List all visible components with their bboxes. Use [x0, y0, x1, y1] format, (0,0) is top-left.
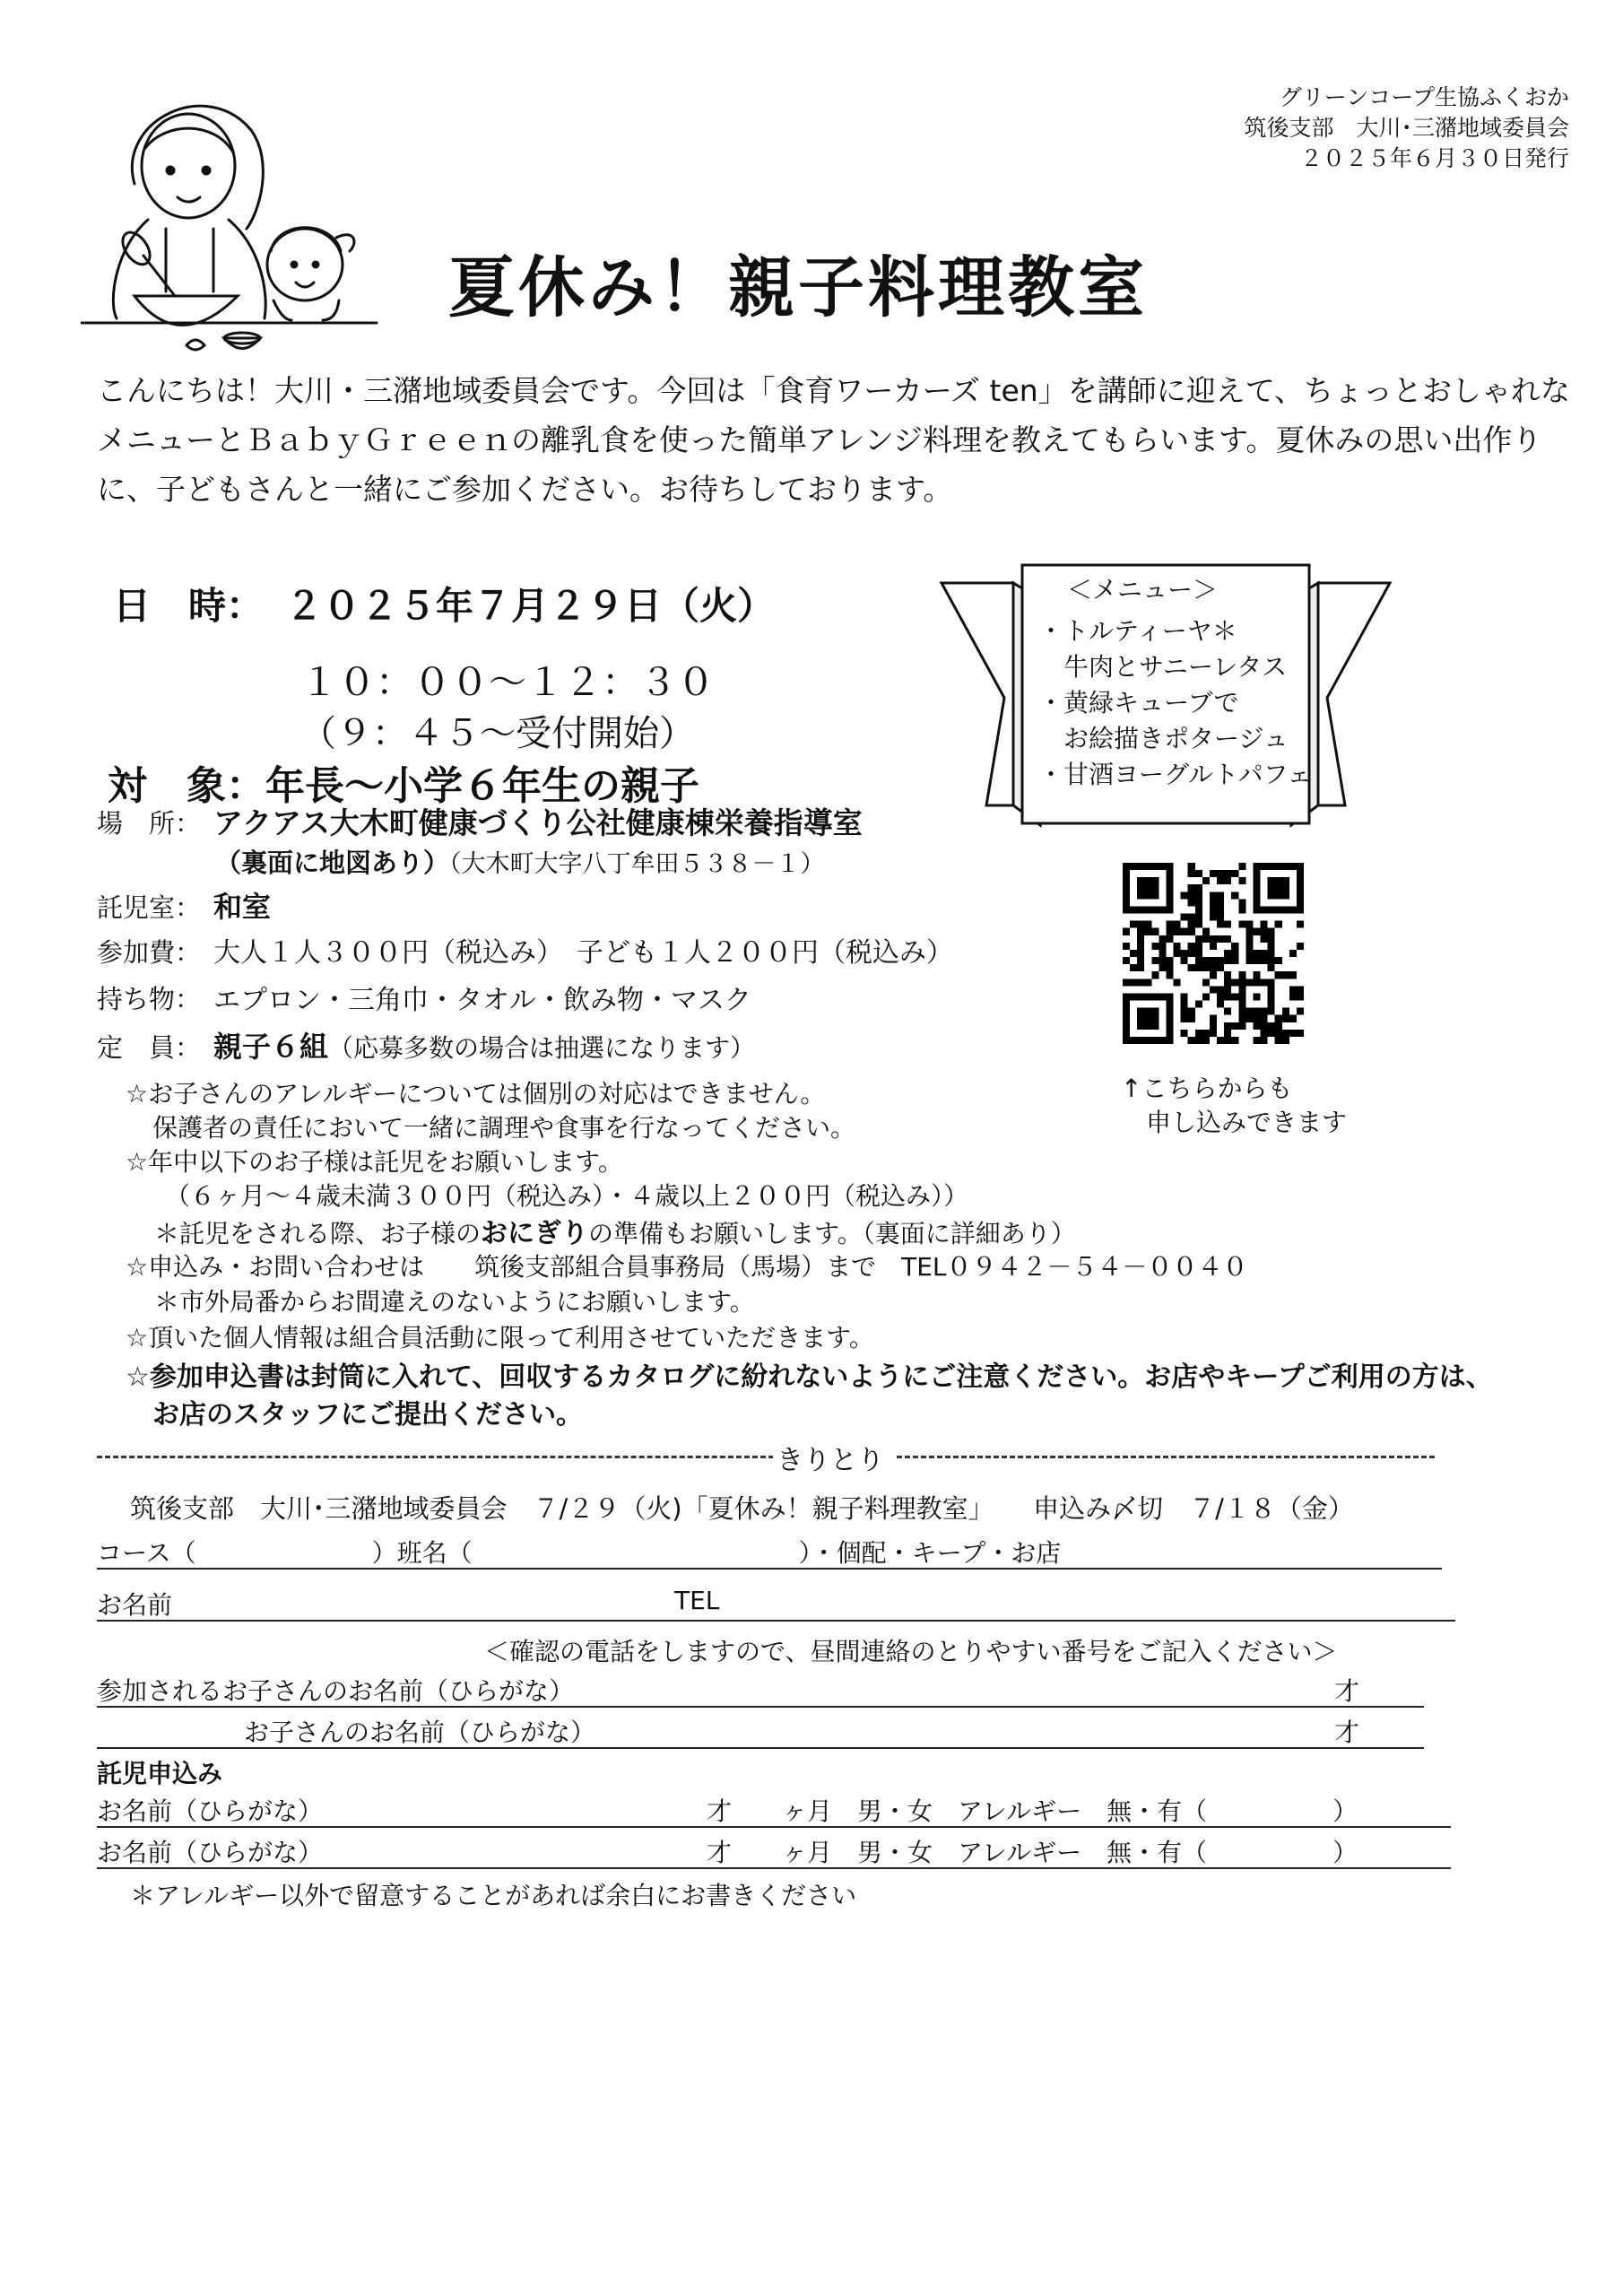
- venue-label: 場 所：: [97, 808, 202, 839]
- menu-line-2: 牛肉とサニーレタス: [1038, 652, 1288, 682]
- cc-detail-1: 才 ヶ月 男・女 アレルギー 無・有（ ）: [707, 1796, 1358, 1826]
- child-age-2: 才: [1334, 1718, 1360, 1747]
- cc-detail-2: 才 ヶ月 男・女 アレルギー 無・有（ ）: [707, 1838, 1358, 1867]
- capacity-label: 定 員：: [97, 1032, 202, 1063]
- note-childcare-2: （６ヶ月～４歳未満３００円（税込み）・４歳以上２００円（税込み））: [165, 1181, 969, 1211]
- venue-address-row: [215, 843, 825, 880]
- note-submission-1: ☆参加申込書は封筒に入れて、回収するカタログに紛れないようにご注意ください。お店やキープご利用の方は、: [126, 1361, 1493, 1393]
- child-name-label-2: お子さんのお名前（ひらがな）: [244, 1718, 596, 1747]
- target-audience: 対 象：年長～小学６年生の親子: [108, 763, 699, 809]
- event-time: １０：００～１２：３０: [300, 660, 716, 704]
- note-submission-2: お店のスタッフにご提出ください。: [152, 1399, 583, 1431]
- branch-name: 筑後支部 大川･三潴地域委員会: [1244, 115, 1569, 141]
- note-area-code: ＊市外局番からお間違えのないようにお願いします。: [154, 1287, 755, 1317]
- note-allergy-1: ☆お子さんのアレルギーについては個別の対応はできません。: [126, 1079, 826, 1109]
- cut-line-left: [97, 1456, 774, 1458]
- venue-name: アクアス大木町健康づくり公社健康棟栄養指導室: [213, 805, 863, 840]
- childcare-label: 託児室：: [97, 892, 202, 923]
- confirm-note: ＜確認の電話をしますので、昼間連絡のとりやすい番号をご記入ください＞: [484, 1637, 1338, 1666]
- reception-time: （９：４５～受付開始）: [300, 713, 695, 754]
- qr-caption-1: ↑こちらからも: [1121, 1074, 1293, 1103]
- capacity-note: （応募多数の場合は抽選になります）: [328, 1033, 756, 1063]
- menu-line-5: ・甘酒ヨーグルトパフェ: [1038, 760, 1313, 789]
- note-childcare-1: ☆年中以下のお子様は託児をお願いします。: [126, 1147, 623, 1177]
- qr-code[interactable]: [1123, 863, 1304, 1044]
- menu-line-3: ・黄緑キューブで: [1038, 688, 1239, 718]
- cc-name-label-2: お名前（ひらがな）: [97, 1838, 324, 1867]
- org-name: グリーンコープ生協ふくおか: [1279, 84, 1569, 110]
- note-onigiri: おにぎり: [481, 1218, 589, 1249]
- form-header: 筑後支部 大川･三潴地域委員会 ７/２９（火)「夏休み！親子料理教室」 申込み〆切 ７/１８（金）: [130, 1493, 1354, 1524]
- intro-paragraph: こんにちは！大川・三潴地域委員会です。今回は「食育ワーカーズ ten」を講師に迎えて、ちょっとおしゃれなメニューとＢａｂｙＧｒｅｅｎの離乳食を使った簡単アレンジ料理を教えてもらいます。夏休みの思い出作りに、子どもさんと一緒にご参加ください。お待ちしております。: [97, 373, 1571, 507]
- child-age-1: 才: [1334, 1676, 1360, 1706]
- child-underline-1[interactable]: [97, 1706, 1424, 1708]
- mother-child-cooking-illustration: [81, 85, 404, 372]
- form-footnote: ＊アレルギー以外で留意することがあれば余白にお書きください: [130, 1881, 857, 1910]
- items-value: エプロン・三角巾・タオル・飲み物・マスク: [213, 985, 751, 1016]
- fee-value: 大人１人３００円（税込み） 子ども１人２００円（税込み）: [213, 937, 953, 969]
- note-allergy-2: 保護者の責任において一緒に調理や食事を行なってください。: [152, 1113, 856, 1143]
- fee-label: 参加費：: [97, 937, 202, 968]
- childcare-room: 和室: [213, 890, 272, 924]
- page-title: 夏休み！親子料理教室: [448, 249, 1148, 326]
- capacity-row: [213, 1024, 755, 1065]
- qr-caption-2: 申し込みできます: [1121, 1108, 1348, 1137]
- cc-name-label-1: お名前（ひらがな）: [97, 1796, 324, 1826]
- menu-line-4: お絵描きポタージュ: [1038, 724, 1289, 753]
- event-date: ２０２５年７月２９日（火）: [285, 584, 776, 628]
- cut-line-right: [897, 1456, 1435, 1458]
- capacity-value: 親子６組: [213, 1030, 329, 1064]
- note-onigiri-pre: ＊託児をされる際、お子様の: [154, 1219, 482, 1248]
- note-contact: ☆申込み・お問い合わせは 筑後支部組合員事務局（馬場）まで TEL０９４２－５４－００４０: [126, 1252, 1248, 1282]
- note-onigiri-post: の準備もお願いします。（裏面に詳細あり）: [588, 1219, 1076, 1248]
- cc-underline-2[interactable]: [97, 1867, 1451, 1869]
- child-underline-2[interactable]: [97, 1747, 1424, 1749]
- childcare-form-title: 託児申込み: [97, 1759, 223, 1788]
- course-field[interactable]: コース（ ）班名（ ）・個配・キープ・お店: [97, 1538, 1062, 1568]
- venue-map-note: （裏面に地図あり）: [215, 848, 450, 878]
- date-label: 日 時：: [113, 584, 265, 628]
- issue-date: ２０２５年６月３０日発行: [1299, 145, 1569, 171]
- venue-address: （大木町大字八丁牟田５３８－１）: [449, 850, 825, 878]
- note-privacy: ☆頂いた個人情報は組合員活動に限って利用させていただきます。: [126, 1323, 874, 1352]
- child-name-label-1: 参加されるお子さんのお名前（ひらがな）: [97, 1676, 575, 1706]
- cc-underline-1[interactable]: [97, 1826, 1451, 1828]
- menu-line-1: ・トルティーヤ＊: [1038, 616, 1237, 646]
- name-tel-underline[interactable]: [97, 1620, 1455, 1622]
- name-label: お名前: [97, 1590, 173, 1620]
- tel-label: TEL: [674, 1586, 720, 1615]
- items-label: 持ち物：: [97, 984, 202, 1014]
- note-childcare-3: [154, 1211, 1076, 1250]
- menu-heading: ＜メニュー＞: [1067, 575, 1219, 604]
- cut-label: きりとり: [773, 1438, 888, 1477]
- course-underline: [97, 1568, 1442, 1570]
